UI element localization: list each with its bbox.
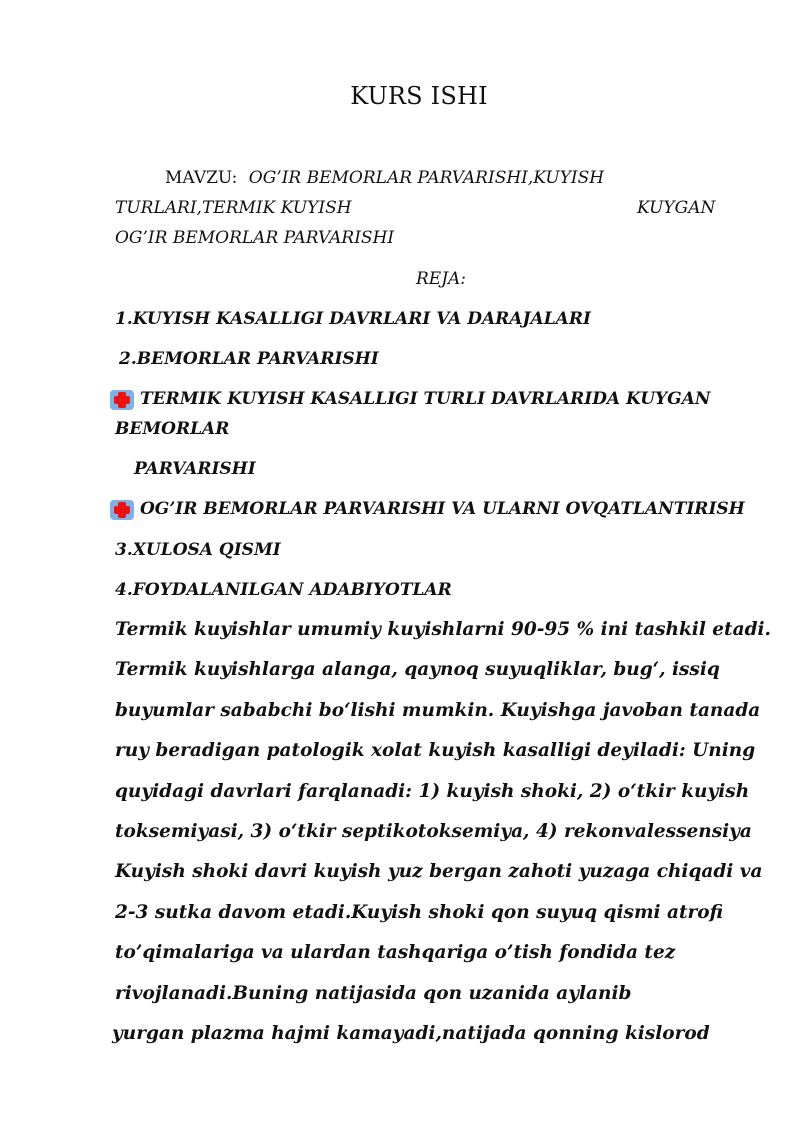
page-title: KURS ISHI — [350, 82, 488, 110]
body-line: yurgan plazma hajmi kamayadi,natijada qonning kislorod — [112, 1023, 710, 1044]
mavzu-label: MAVZU: — [165, 168, 238, 188]
reja-subitem-1-line-1: TERMIK KUYISH KASALLIGI TURLI DAVRLARIDA KUYGAN — [140, 389, 711, 409]
body-line: buyumlar sababchi bo‘lishi mumkin. Kuyishga javoban tanada — [115, 700, 761, 721]
body-line: quyidagi davrlari farqlanadi: 1) kuyish shoki, 2) o‘tkir kuyish — [115, 781, 750, 802]
body-line: 2-3 sutka davom etadi.Kuyish shoki qon suyuq qismi atrofi — [115, 902, 724, 923]
body-line: to’qimalariga va ulardan tashqariga o’tish fondida tez — [115, 942, 676, 963]
reja-subitem-1-line-3: PARVARISHI — [134, 459, 256, 479]
reja-item-2: 2.BEMORLAR PARVARISHI — [119, 349, 379, 369]
body-line: Termik kuyishlarga alanga, qaynoq suyuqliklar, bug‘, issiq — [115, 659, 720, 680]
body-line: Kuyish shoki davri kuyish yuz bergan zahoti yuzaga chiqadi va — [115, 861, 763, 882]
red-cross-bullet-icon — [110, 390, 134, 410]
mavzu-line-2-right: KUYGAN — [637, 198, 716, 218]
body-line: rivojlanadi.Buning natijasida qon uzanida aylanib — [115, 983, 632, 1004]
reja-item-3: 3.XULOSA QISMI — [115, 540, 281, 560]
mavzu-line-3: OG’IR BEMORLAR PARVARISHI — [115, 228, 395, 248]
reja-item-1: 1.KUYISH KASALLIGI DAVRLARI VA DARAJALARI — [115, 309, 591, 329]
red-cross-bullet-icon — [110, 500, 134, 520]
reja-subitem-2: OG’IR BEMORLAR PARVARISHI VA ULARNI OVQATLANTIRISH — [140, 499, 745, 519]
reja-subitem-1-line-2: BEMORLAR — [115, 419, 230, 439]
reja-heading: REJA: — [416, 269, 467, 289]
body-line: Termik kuyishlar umumiy kuyishlarni 90-95 % ini tashkil etadi. — [115, 619, 771, 640]
body-line: toksemiyasi, 3) o‘tkir septikotoksemiya, 4) rekonvalessensiya — [115, 821, 752, 842]
mavzu-line-1 — [165, 168, 604, 188]
mavzu-text-1: OG’IR BEMORLAR PARVARISHI,KUYISH — [248, 168, 605, 188]
body-line: ruy beradigan patologik xolat kuyish kasalligi deyiladi: Uning — [115, 740, 756, 761]
mavzu-line-2-left: TURLARI,TERMIK KUYISH — [115, 198, 352, 218]
reja-item-4: 4.FOYDALANILGAN ADABIYOTLAR — [115, 580, 452, 600]
